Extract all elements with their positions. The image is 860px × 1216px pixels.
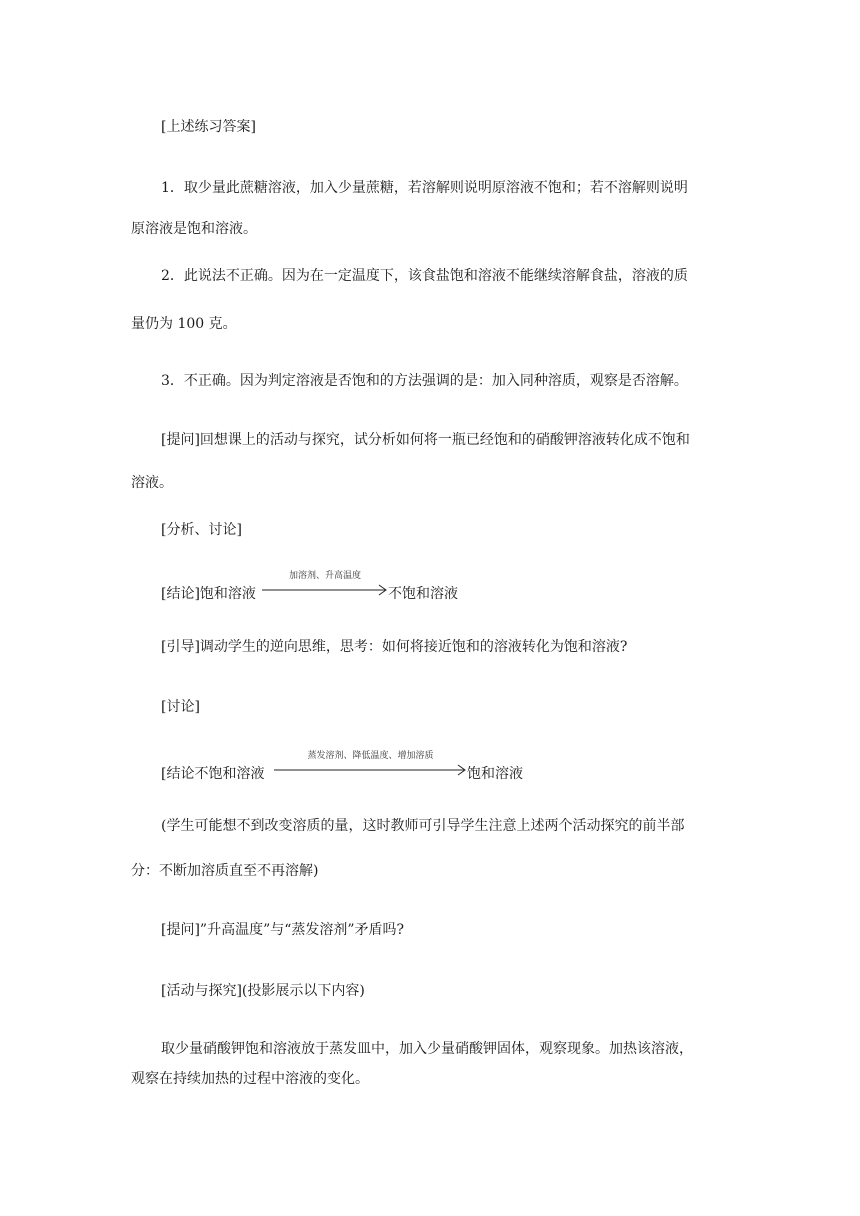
answer-2-line-2: 量仍为 100 克。	[131, 316, 237, 332]
right-arrow-icon	[274, 764, 467, 776]
section-title: [上述练习答案]	[161, 119, 256, 135]
note-line-1: (学生可能想不到改变溶质的量，这时教师可引导学生注意上述两个活动探究的前半部	[161, 818, 685, 834]
note-line-2: 分：不断加溶质直至不再溶解)	[131, 863, 319, 879]
conclusion-1-arrow-label: 加溶剂、升高温度	[288, 571, 361, 581]
discussion-heading: [讨论]	[161, 699, 200, 715]
question-1-line-2: 溶液。	[131, 475, 173, 491]
conclusion-2-equation	[161, 750, 541, 790]
question-1-line-1: [提问]回想课上的活动与探究，试分析如何将一瓶已经饱和的硝酸钾溶液转化成不饱和	[161, 432, 690, 448]
conclusion-1-lhs: [结论]饱和溶液	[161, 586, 256, 602]
answer-1-line-1: 1．取少量此蔗糖溶液，加入少量蔗糖，若溶解则说明原溶液不饱和；若不溶解则说明	[161, 180, 688, 196]
conclusion-2-rhs: 饱和溶液	[467, 766, 523, 782]
activity-heading: [活动与探究](投影展示以下内容)	[161, 983, 365, 999]
answer-2-line-1: 2．此说法不正确。因为在一定温度下，该食盐饱和溶液不能继续溶解食盐，溶液的质	[161, 268, 688, 284]
conclusion-1-equation	[161, 570, 481, 610]
conclusion-2-arrow-label: 蒸发溶剂、降低温度、增加溶质	[307, 751, 434, 761]
right-arrow-icon	[262, 584, 388, 596]
conclusion-1-rhs: 不饱和溶液	[388, 586, 458, 602]
answer-3: 3．不正确。因为判定溶液是否饱和的方法强调的是：加入同种溶质，观察是否溶解。	[161, 373, 688, 389]
answer-1-line-2: 原溶液是饱和溶液。	[131, 221, 257, 237]
guide-text: [引导]调动学生的逆向思维，思考：如何将接近饱和的溶液转化为饱和溶液?	[161, 639, 628, 655]
question-2: [提问]”升高温度”与“蒸发溶剂”矛盾吗?	[161, 922, 405, 938]
analysis-heading: [分析、讨论]	[161, 522, 242, 538]
experiment-line-2: 观察在持续加热的过程中溶液的变化。	[131, 1071, 369, 1087]
conclusion-2-lhs: [结论不饱和溶液	[161, 766, 265, 782]
experiment-line-1: 取少量硝酸钾饱和溶液放于蒸发皿中，加入少量硝酸钾固体，观察现象。加热该溶液，	[161, 1041, 693, 1057]
